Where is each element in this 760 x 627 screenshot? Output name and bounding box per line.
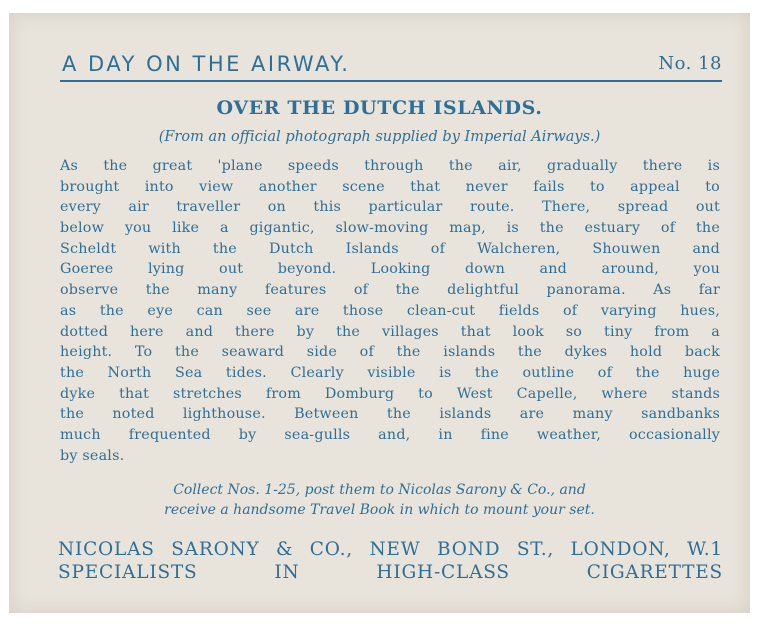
card-title: OVER THE DUTCH ISLANDS. (216, 97, 543, 119)
body-line: Scheldt with the Dutch Islands of Walcheren, Shouwen and (60, 240, 720, 257)
header-divider (60, 80, 722, 82)
body-line: height. To the seaward side of the islands the dykes hold back (60, 344, 720, 361)
body-line: observe the many features of the delightful panorama. As far (60, 282, 720, 299)
collect-line: receive a handsome Travel Book in which to mount your set. (164, 502, 595, 518)
body-line: dyke that stretches from Domburg to West Capelle, where stands (60, 385, 720, 402)
body-line: below you like a gigantic, slow-moving map, is the estuary of the (60, 220, 720, 237)
body-line: the noted lighthouse. Between the islands are many sandbanks (60, 406, 720, 423)
body-line: much frequented by sea-gulls and, in fine weather, occasionally (60, 426, 720, 443)
body-line: every air traveller on this particular route. There, spread out (60, 199, 720, 216)
body-line: as the eye can see are those clean-cut fields of varying hues, (60, 302, 720, 319)
series-title: A DAY ON THE AIRWAY. (62, 52, 351, 76)
collect-line: Collect Nos. 1-25, post them to Nicolas Sarony & Co., and (173, 482, 586, 498)
card-number: No. 18 (658, 53, 722, 74)
body-line: brought into view another scene that never fails to appeal to (60, 178, 720, 195)
body-line: As the great 'plane speeds through the air, gradually there is (60, 158, 720, 174)
body-line: Goeree lying out beyond. Looking down and around, you (60, 261, 720, 278)
card-header (62, 49, 722, 79)
collect-notice (9, 480, 750, 520)
body-line: dotted here and there by the villages that look so tiny from a (60, 323, 720, 340)
cigarette-card (9, 13, 750, 613)
publisher-address: NICOLAS SARONY & CO., NEW BOND ST., LONDON, W.1 (58, 539, 723, 560)
body-line: the North Sea tides. Clearly visible is the outline of the huge (60, 364, 720, 381)
publisher-footer (58, 538, 723, 584)
photo-credit: (From an official photograph supplied by Imperial Airways.) (158, 129, 601, 145)
body-line: by seals. (60, 447, 125, 464)
body-text (60, 156, 720, 466)
publisher-tagline: SPECIALISTS IN HIGH-CLASS CIGARETTES (58, 562, 723, 583)
